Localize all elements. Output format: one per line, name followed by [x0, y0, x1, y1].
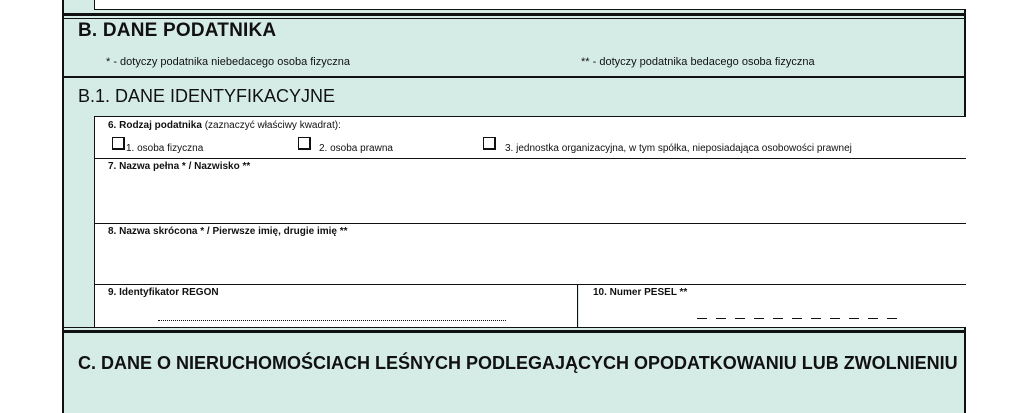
- section-c-top-border: [62, 327, 966, 328]
- pesel-slot: [868, 318, 878, 319]
- section-b-title: B. DANE PODATNIKA: [78, 20, 277, 41]
- pesel-slot: [811, 318, 821, 319]
- field-9-10-divider: [577, 284, 578, 328]
- option-3-checkbox[interactable]: [483, 137, 496, 150]
- option-2-checkbox[interactable]: [298, 137, 311, 150]
- option-3-label: 3. jednostka organizacyjna, w tym spółka, nieposiadająca osobowości prawnej: [505, 143, 852, 154]
- field-6-label: [108, 120, 341, 131]
- field-6-hint: (zaznaczyć właściwy kwadrat):: [204, 120, 341, 131]
- field-8-label: 8. Nazwa skrócona * / Pierwsze imię, drugie imię **: [108, 226, 348, 237]
- pesel-slot: [773, 318, 783, 319]
- pesel-slot: [716, 318, 726, 319]
- option-1-checkbox[interactable]: [112, 137, 125, 150]
- pesel-slot: [697, 318, 707, 319]
- section-b-top-border: [62, 13, 966, 16]
- section-c-top-border-thick: [62, 330, 966, 333]
- option-2-label: 2. osoba prawna: [319, 143, 393, 154]
- field-10-label: 10. Numer PESEL **: [593, 287, 688, 298]
- section-b-top-border-thin: [62, 18, 966, 19]
- section-b1-border: [62, 76, 966, 78]
- pesel-slot: [792, 318, 802, 319]
- pesel-slot: [754, 318, 764, 319]
- pesel-slot: [830, 318, 840, 319]
- section-c-title: C. DANE O NIERUCHOMOŚCIACH LEŚNYCH PODLEGAJĄCYCH OPODATKOWANIU LUB ZWOLNIENIU: [78, 353, 958, 373]
- pesel-slot: [887, 318, 897, 319]
- field-6-label-text: 6. Rodzaj podatnika: [108, 120, 202, 131]
- section-b1-title: B.1. DANE IDENTYFIKACYJNE: [78, 86, 336, 106]
- section-b-note-left: * - dotyczy podatnika niebedacego osoba fizyczna: [106, 56, 350, 68]
- field-7-label: 7. Nazwa pełna * / Nazwisko **: [108, 161, 251, 172]
- field-9-dotted-line: [158, 320, 506, 321]
- field-7-top-border: [94, 158, 966, 159]
- field-6-top-border: [94, 116, 966, 117]
- pesel-slot: [735, 318, 745, 319]
- field-8-top-border: [94, 223, 966, 224]
- previous-section-field[interactable]: [94, 0, 966, 10]
- pesel-slot: [849, 318, 859, 319]
- field-9-top-border: [94, 284, 966, 285]
- option-1-label: 1. osoba fizyczna: [126, 143, 204, 154]
- field-9-label: 9. Identyfikator REGON: [108, 287, 219, 298]
- section-b-note-right: ** - dotyczy podatnika bedacego osoba fizyczna: [581, 56, 815, 68]
